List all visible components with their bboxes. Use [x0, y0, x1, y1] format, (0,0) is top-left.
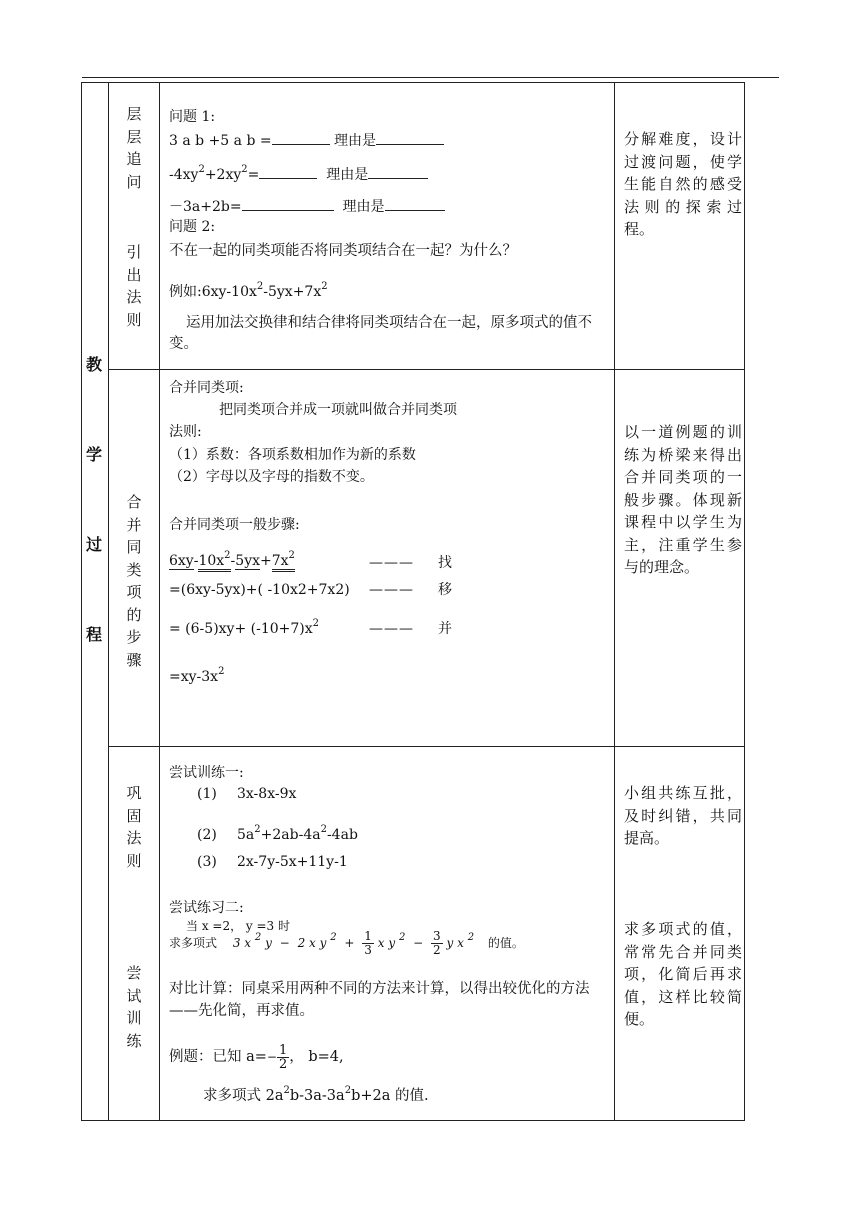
label-char: 法 — [126, 288, 142, 306]
exercise1-item-num: (1) — [197, 786, 217, 802]
rule-item-1: （1）系数：各项系数相加作为新的系数 — [169, 447, 416, 463]
label-char: 的 — [126, 605, 142, 624]
table-divider-remark — [614, 82, 615, 1121]
expression: =xy-3x — [169, 669, 219, 685]
compare-text: 对比计算：同桌采用两种不同的方法来计算，以得出较优化的方法——先化简，再求值。 — [169, 981, 590, 1019]
expression: 5a — [237, 827, 255, 843]
term: 7x — [271, 553, 289, 569]
term-group: $10x^2$ — [198, 553, 230, 572]
step-word: 移 — [438, 582, 452, 598]
exercise2-polynomial: 求多项式 3 x $^2$ y − 2 x y $^2$ + $\frac{1}{3}$ x y $^2$ − $\frac{3}{2}$ y x $^2$ 的值。 — [169, 929, 524, 957]
side-char: 过 — [86, 535, 103, 554]
question2-title: 问题 2: — [169, 219, 216, 235]
poly-term: x y $^2$ — [377, 932, 406, 950]
side-char: 学 — [86, 445, 103, 464]
label-char: 固 — [126, 806, 142, 825]
expression: 例如:6xy-10x — [169, 284, 257, 300]
term: 5yx — [235, 553, 260, 569]
reason-label: 理由是 — [334, 133, 377, 149]
question1-title: 问题 1: — [169, 109, 216, 125]
poly-term: 3 x $^2$ y — [232, 932, 272, 950]
merge-definition: 把同类项合并成一项就叫做合并同类项 — [219, 402, 457, 418]
exercise1-item-num: (2) — [197, 827, 217, 843]
step-word: 并 — [438, 621, 452, 637]
answer-blank — [259, 164, 317, 179]
fraction-denominator: 2 — [278, 1056, 288, 1072]
poly-term: y x $^2$ — [446, 932, 475, 950]
table-border-bottom — [81, 1120, 745, 1121]
step-3-expression: = $(6-5)xy+ (-10+7)x^2$ — [169, 618, 320, 637]
reason-label: 理由是 — [342, 199, 385, 215]
table-border-left — [81, 82, 82, 1121]
table-divider-label — [159, 82, 160, 1121]
step-4-expression: $=xy-3x^2$ — [169, 666, 225, 685]
value-of-label: 的值。 — [487, 936, 524, 950]
section1-label-top — [119, 103, 149, 193]
row-divider-2 — [108, 746, 745, 747]
section3-label-bottom — [119, 962, 149, 1052]
section1-remark: 分解难度，设计过渡问题，使学生能自然的感受法则的探索过程。 — [624, 130, 742, 238]
step-2-expression: =(6xy-5yx)+( -10x2+7x2) — [169, 582, 350, 598]
reason-blank — [376, 130, 444, 145]
exercise1-item-num: (3) — [197, 854, 217, 870]
expression: -5yx+7x — [263, 284, 322, 300]
exercise1-item-expr: $5a^2+2ab-4a^2-4ab$ — [237, 824, 358, 843]
label-char: 训 — [126, 1009, 142, 1027]
label-char: 则 — [126, 310, 142, 329]
table-border-right — [744, 82, 745, 1121]
exercise1-item-expr: 3x-8x-9x — [237, 786, 297, 802]
expression: －3a+2b= — [169, 199, 242, 215]
label-char: 层 — [126, 127, 142, 146]
side-char: 程 — [86, 625, 103, 644]
steps-title: 合并同类项一般步骤: — [169, 517, 300, 533]
expression: +2xy — [204, 167, 242, 183]
answer-blank — [272, 130, 330, 145]
label-char: 尝 — [126, 964, 142, 982]
expression: = (6-5)xy+ (-10+7)x — [169, 621, 313, 637]
rule-explanation: 运用加法交换律和结合律将同类项结合在一起，原多项式的值不变。 — [169, 315, 592, 352]
label-char: 追 — [126, 150, 142, 168]
label-char: 合 — [126, 493, 142, 511]
step-dashes: ——— — [369, 621, 414, 637]
label-char: 试 — [126, 986, 142, 1005]
table-border-top — [81, 82, 745, 83]
expression: 求多项式 2a — [203, 1088, 284, 1104]
exercise2-title: 尝试练习二: — [169, 900, 244, 916]
exercise1-item-expr: 2x-7y-5x+11y-1 — [237, 854, 348, 870]
label-char: 引 — [126, 243, 142, 261]
reason-label: 理由是 — [326, 167, 369, 183]
reason-blank — [368, 164, 428, 179]
step-dashes: ——— — [369, 555, 414, 571]
section1-label-bottom — [119, 241, 149, 331]
expression: +2ab-4a — [260, 827, 321, 843]
table-divider-side — [108, 82, 109, 1121]
question1-line1 — [169, 130, 444, 151]
label-char: 步 — [126, 628, 142, 646]
question2-text: 不在一起的同类项能否将同类项结合在一起？为什么？ — [169, 243, 517, 259]
section2-label — [119, 491, 149, 671]
label-char: 出 — [126, 265, 142, 284]
term: 6xy — [169, 553, 194, 569]
exercise1-title: 尝试训练一: — [169, 765, 244, 781]
section2-remark: 以一道例题的训练为桥梁来得出合并同类项的一般步骤。体现新课程中以学生为主，注重学生参与的理念。 — [624, 423, 742, 576]
step-word: 找 — [438, 555, 452, 571]
step-dashes: ——— — [369, 582, 414, 598]
section3-remark-2: 求多项式的值，常常先合并同类项，化简后再求值，这样比较简便。 — [624, 920, 742, 1028]
expression: = — [247, 167, 260, 183]
fraction-numerator: 1 — [278, 1042, 288, 1058]
side-char: 教 — [86, 355, 103, 374]
term: 10x — [198, 553, 225, 569]
poly-label: 求多项式 — [169, 936, 218, 950]
fraction — [277, 1044, 289, 1071]
term-group: $7x^2$ — [272, 553, 295, 572]
label-char: 问 — [126, 172, 142, 191]
label-char: 法 — [126, 829, 142, 847]
question1-line2: $-4xy^2+2xy^2=$ 理由是 — [169, 164, 428, 185]
reason-blank — [385, 196, 445, 211]
question1-line3 — [169, 196, 445, 217]
label-char: 骤 — [126, 650, 142, 669]
header-rule — [82, 77, 779, 78]
label-char: 同 — [126, 538, 142, 556]
label-char: 巩 — [126, 784, 142, 802]
example-expression: 例如$:6xy-10x^2-5yx+7x^2$ — [169, 281, 328, 300]
expression: -4xy — [169, 167, 199, 183]
expression: b-3a-3a — [289, 1088, 345, 1104]
section3-remark-1: 小组共练互批，及时纠错，共同提高。 — [624, 784, 742, 847]
row-divider-1 — [108, 369, 745, 370]
expression: 例题：已知 a= — [169, 1049, 267, 1065]
expression: 3 a b +5 a b = — [169, 133, 272, 149]
expression: ， b=4, — [289, 1049, 344, 1065]
fraction: $\frac{1}{3}$ — [364, 929, 372, 957]
rule-item-2: （2）字母以及字母的指数不变。 — [169, 469, 374, 485]
expression: -4ab — [326, 827, 358, 843]
expression: b+2a 的值. — [351, 1088, 429, 1104]
merge-title: 合并同类项: — [169, 380, 244, 396]
exercise2-condition: 当 x =2， y =3 时 — [186, 919, 290, 933]
answer-blank — [242, 196, 334, 211]
step-1-expression: $6xy-10x^2-5yx+7x^2$ — [169, 551, 295, 571]
rule-title: 法则: — [169, 424, 202, 440]
fraction: $\frac{3}{2}$ — [433, 929, 441, 957]
section3-label-top — [119, 782, 149, 872]
label-char: 项 — [126, 583, 142, 601]
label-char: 类 — [126, 560, 142, 579]
label-char: 练 — [126, 1031, 142, 1050]
label-char: 并 — [126, 515, 142, 534]
label-char: 层 — [126, 105, 142, 123]
poly-term: 2 x y $^2$ — [297, 932, 337, 950]
label-char: 则 — [126, 851, 142, 870]
worked-example-polynomial: 求多项式 $2a^2b-3a-3a^2b+2a$ 的值. — [203, 1085, 429, 1104]
worked-example: 例题：已知 a=− $\frac{1}{2}$ ， b=4, — [169, 1042, 344, 1072]
